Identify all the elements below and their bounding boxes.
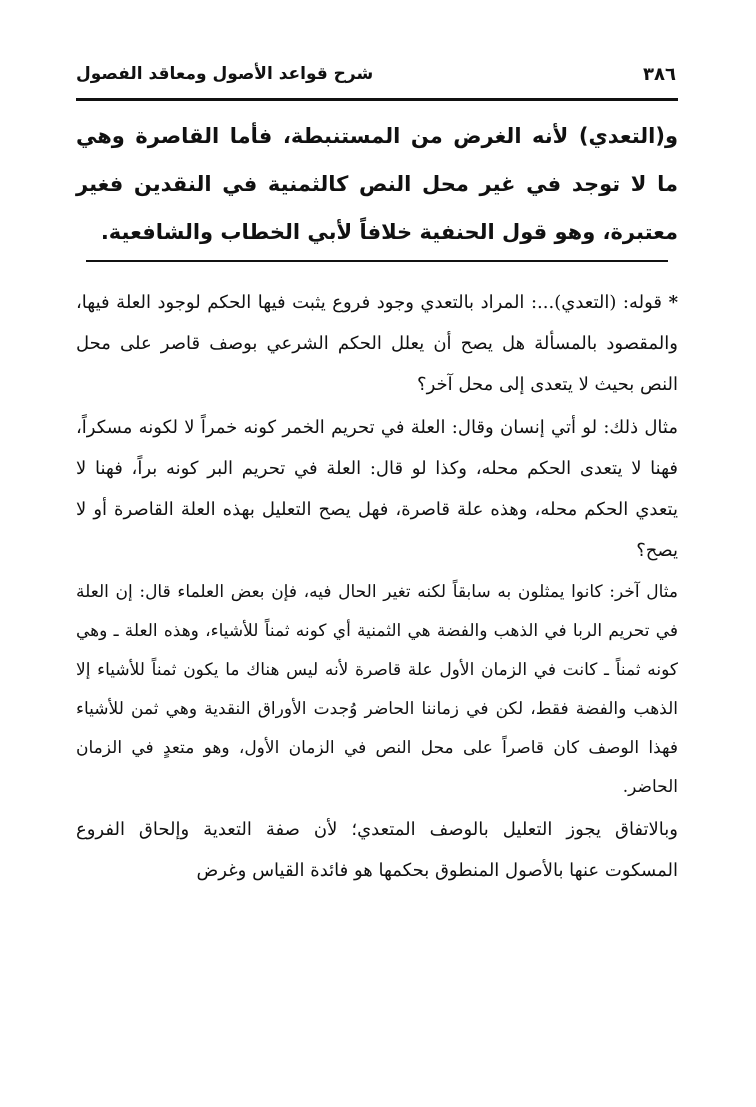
- commentary-paragraph: وبالاتفاق يجوز التعليل بالوصف المتعدي؛ لأن صفة التعدية وإلحاق الفروع المسكوت عنها بالأصول المنطوق بحكمها هو فائدة القياس وغرض: [76, 819, 678, 881]
- running-header: [76, 60, 676, 90]
- matn-text: و(التعدي) لأنه الغرض من المستنبطة، فأما القاصرة وهي ما لا توجد في غير محل النص كالثمنية في النقدين فغير معتبرة، وهو قول الحنفية خلافاً لأبي الخطاب والشافعية.: [76, 124, 678, 244]
- commentary-text: قوله: (التعدي)...: المراد بالتعدي وجود فروع يثبت فيها الحكم لوجود العلة فيها، والمقصود بالمسألة هل يصح أن يعلل الحكم الشرعي بوصف قاصر على محل النص بحيث لا يتعدى إلى محل آخر؟: [76, 292, 678, 395]
- header-rule: [76, 98, 678, 101]
- commentary-paragraph: [76, 282, 678, 405]
- commentary: [76, 282, 678, 891]
- book-title: شرح قواعد الأصول ومعاقد الفصول: [76, 64, 374, 84]
- page-number: ٣٨٦: [643, 64, 676, 85]
- commentary-paragraph: مثال آخر: كانوا يمثلون به سابقاً لكنه تغير الحال فيه، فإن بعض العلماء قال: إن العلة في تحريم الربا في الذهب والفضة هي الثمنية أي كونه ثمناً للأشياء، وهذه العلة ـ وهي كونه ثمناً ـ كانت في الزمان الأول علة قاصرة لأنه ليس هناك ما يكون ثمناً للأشياء إلا الذهب والفضة فقط، لكن في زماننا الحاضر وُجدت الأوراق النقدية وهي ثمن للأشياء فهذا الوصف كان قاصراً على محل النص في الزمان الأول، وهو متعدٍ في الزمان الحاضر.: [76, 582, 678, 797]
- matn-separator: [86, 260, 668, 262]
- commentary-paragraph: مثال ذلك: لو أتي إنسان وقال: العلة في تحريم الخمر كونه خمراً لا لكونه مسكراً، فهنا لا يتعدى الحكم محله، وكذا لو قال: العلة في تحريم البر كونه براً، فهنا لا يتعدي الحكم محله، وهذه علة قاصرة، فهل يصح التعليل بهذه العلة القاصرة أو لا يصح؟: [76, 417, 678, 561]
- asterisk-marker: *: [668, 292, 678, 313]
